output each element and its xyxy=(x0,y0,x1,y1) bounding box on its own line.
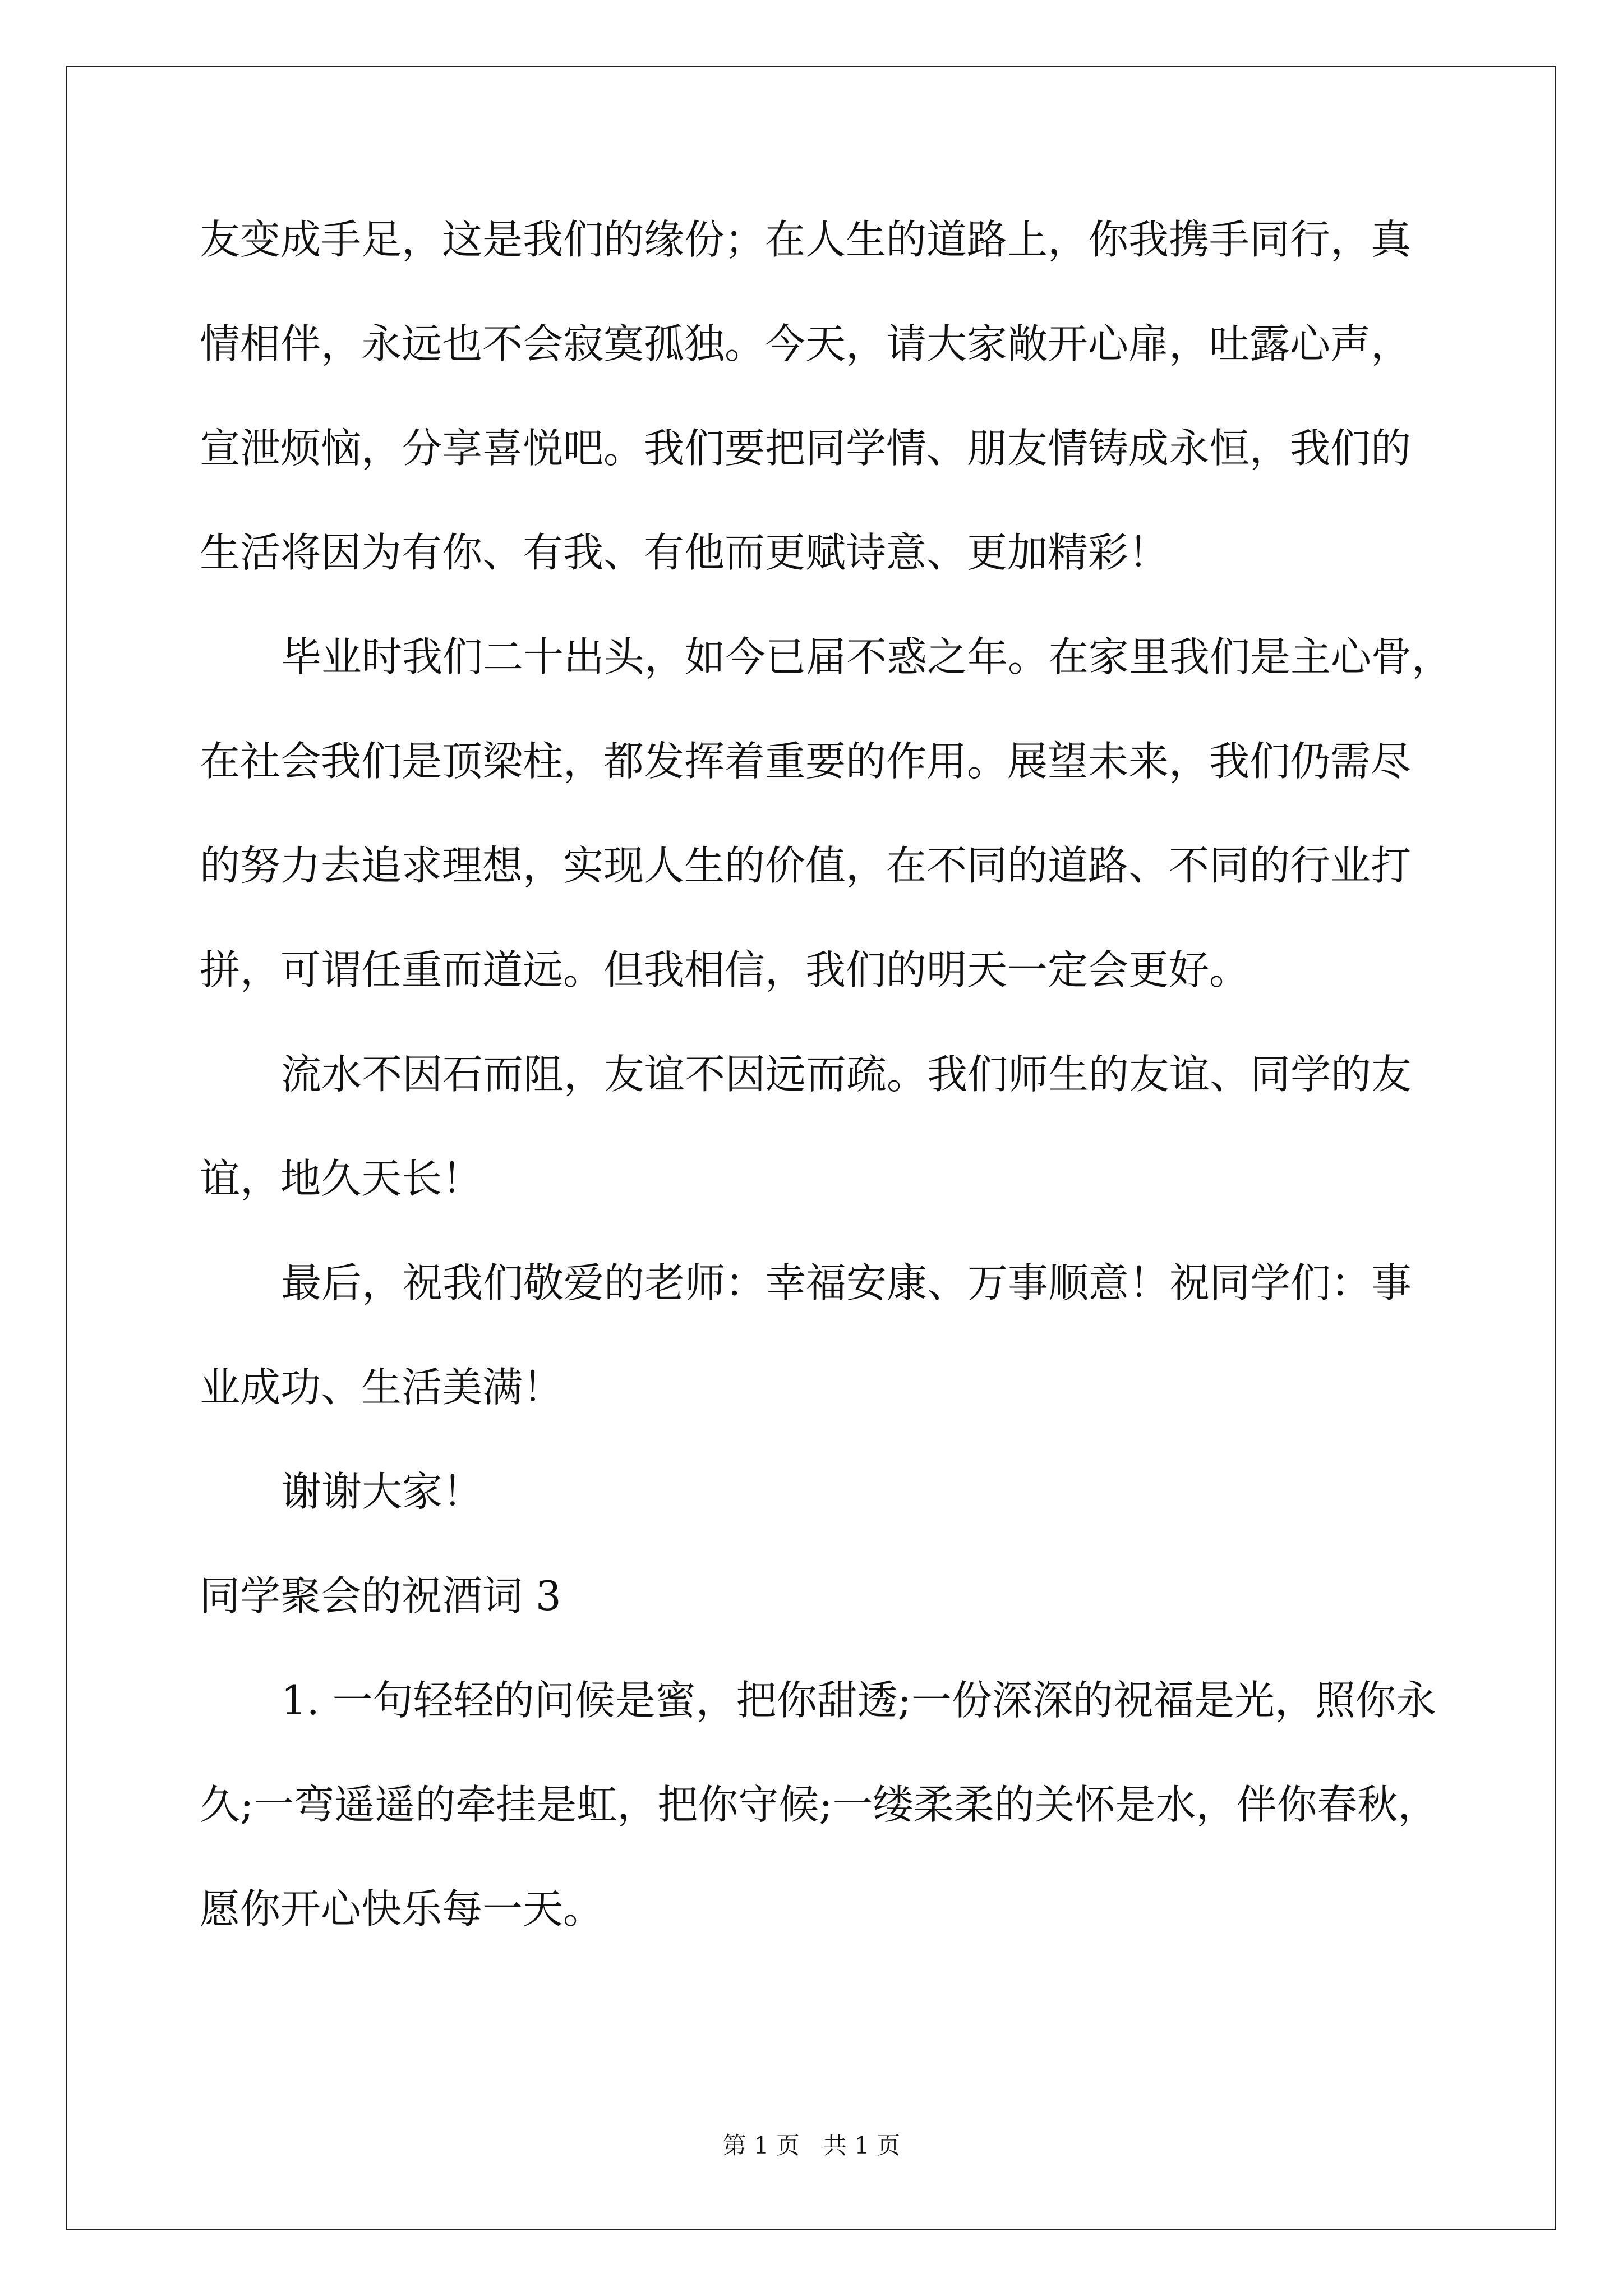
text-line: 业成功、生活美满！ xyxy=(200,1364,564,1411)
section-heading: 同学聚会的祝酒词 3 xyxy=(200,1572,561,1619)
text-line: 友变成手足，这是我们的缘份；在人生的道路上，你我携手同行，真 xyxy=(200,216,1412,263)
text-line: 谊，地久天长！ xyxy=(200,1155,483,1202)
text-line: 情相伴，永远也不会寂寞孤独。今天，请大家敞开心扉，吐露心声， xyxy=(200,320,1412,367)
text-line: 最后，祝我们敬爱的老师：幸福安康、万事顺意！祝同学们：事 xyxy=(281,1259,1412,1306)
text-line: 1. 一句轻轻的问候是蜜，把你甜透;一份深深的祝福是光，照你永 xyxy=(281,1677,1436,1724)
text-line: 生活将因为有你、有我、有他而更赋诗意、更加精彩！ xyxy=(200,529,1169,576)
text-line: 的努力去追求理想，实现人生的价值，在不同的道路、不同的行业打 xyxy=(200,842,1412,889)
text-line: 流水不因石而阻，友谊不因远而疏。我们师生的友谊、同学的友 xyxy=(281,1051,1412,1098)
text-line: 毕业时我们二十出头，如今已届不惑之年。在家里我们是主心骨， xyxy=(281,633,1453,680)
text-line: 拼，可谓任重而道远。但我相信，我们的明天一定会更好。 xyxy=(200,946,1250,993)
page-footer: 第 1 页 共 1 页 xyxy=(722,2132,901,2159)
text-line: 谢谢大家！ xyxy=(281,1468,483,1515)
text-line: 宣泄烦恼，分享喜悦吧。我们要把同学情、朋友情铸成永恒，我们的 xyxy=(200,425,1412,472)
text-line: 愿你开心快乐每一天。 xyxy=(200,1885,604,1932)
text-line: 在社会我们是顶梁柱，都发挥着重要的作用。展望未来，我们仍需尽 xyxy=(200,738,1412,785)
text-line: 久;一弯遥遥的牵挂是虹，把你守候;一缕柔柔的关怀是水，伴你春秋， xyxy=(200,1781,1438,1828)
